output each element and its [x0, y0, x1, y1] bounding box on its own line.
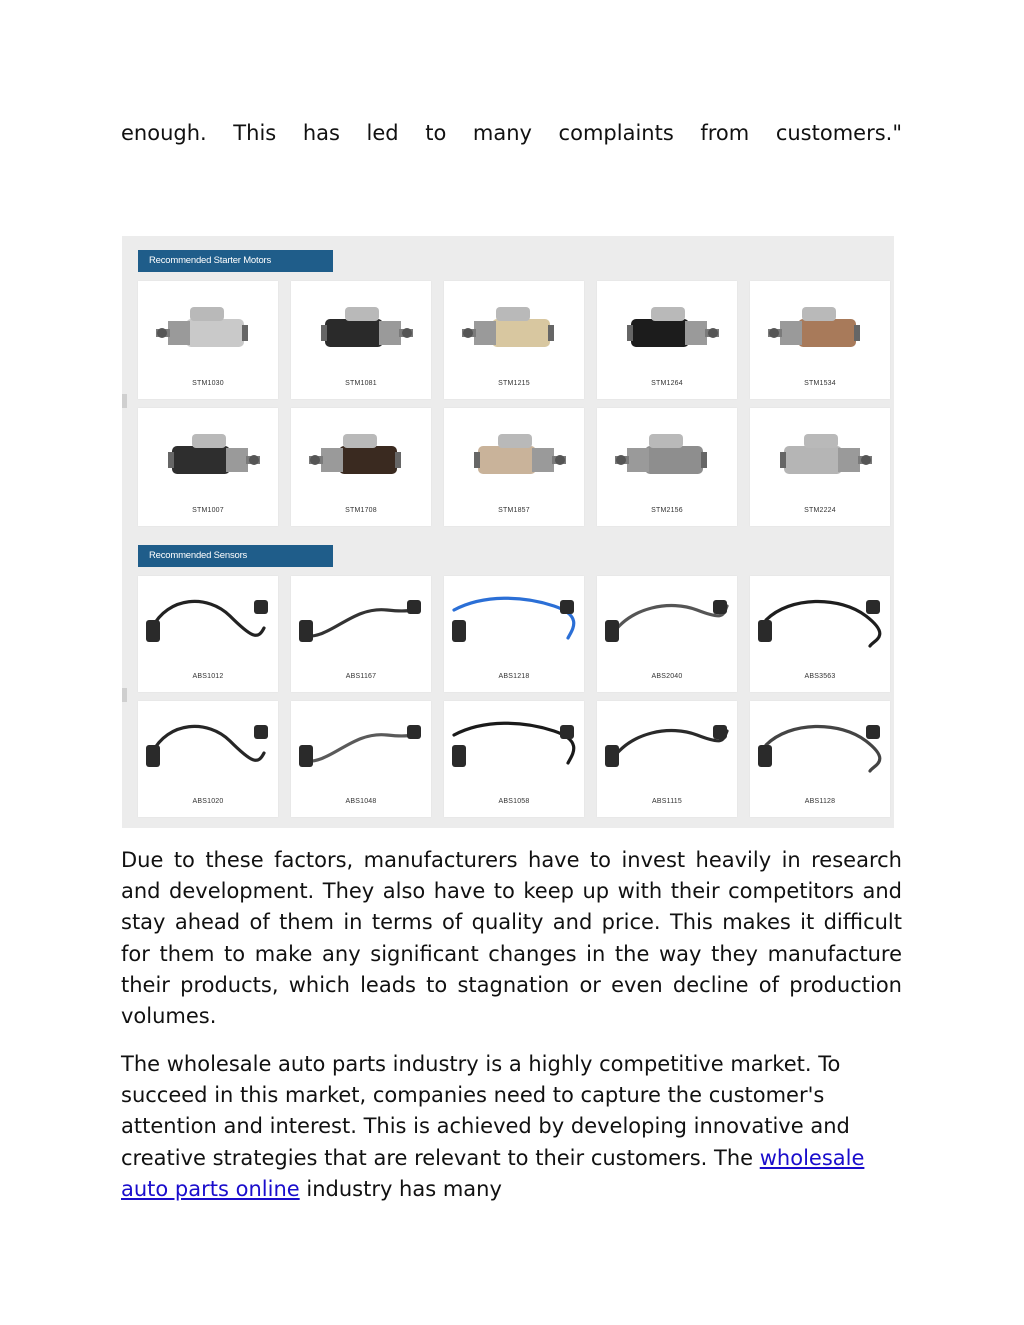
- product-card: [291, 408, 431, 526]
- abs-sensor-icon: [138, 576, 278, 668]
- product-sku: STM1030: [192, 380, 224, 387]
- product-sku: STM2156: [651, 507, 683, 514]
- product-card: [291, 576, 431, 692]
- product-sku: STM2224: [804, 507, 836, 514]
- starter-motor-icon: [291, 408, 431, 500]
- product-sku: STM1081: [345, 380, 377, 387]
- product-card: [138, 281, 278, 399]
- product-sku: ABS2040: [651, 673, 683, 680]
- abs-sensor-icon: [291, 576, 431, 668]
- starter-motors-grid: [138, 281, 888, 526]
- edge-mark: [122, 394, 127, 408]
- product-card: [444, 701, 584, 817]
- product-card: [597, 701, 737, 817]
- product-card: [138, 576, 278, 692]
- product-sku: ABS1167: [345, 673, 377, 680]
- product-sku: STM1857: [498, 507, 530, 514]
- product-card: [291, 281, 431, 399]
- product-card: [750, 408, 890, 526]
- product-sku: ABS3563: [804, 673, 836, 680]
- abs-sensor-icon: [291, 701, 431, 793]
- product-sku: ABS1020: [192, 798, 224, 805]
- starter-motor-icon: [750, 281, 890, 373]
- sensors-banner: Recommended Sensors: [138, 545, 333, 567]
- abs-sensor-icon: [597, 576, 737, 668]
- starter-motor-icon: [597, 281, 737, 373]
- product-card: [750, 281, 890, 399]
- starter-motor-icon: [138, 281, 278, 373]
- starter-motor-icon: [291, 281, 431, 373]
- paragraph-wholesale-tail: industry has many: [299, 1176, 502, 1201]
- starter-motor-icon: [444, 281, 584, 373]
- product-card: [750, 701, 890, 817]
- starter-motor-icon: [138, 408, 278, 500]
- paragraph-investment: Due to these factors, manufacturers have to invest heavily in research and development. They also have to keep up with their competitors and stay ahead of them in terms of quality and price. This makes it difficult for them to make any significant changes in the way they manufacture their products, which leads to stagnation or even decline of production volumes.: [121, 848, 902, 1029]
- abs-sensor-icon: [138, 701, 278, 793]
- product-card: [138, 701, 278, 817]
- product-sku: ABS1128: [804, 798, 836, 805]
- product-sku: ABS1012: [192, 673, 224, 680]
- abs-sensor-icon: [750, 576, 890, 668]
- wholesale-auto-parts-link[interactable]: wholesale auto parts online: [121, 1145, 865, 1201]
- product-card: [138, 408, 278, 526]
- abs-sensor-icon: [597, 701, 737, 793]
- top-line: enough. This has led to many complaints from customers.": [121, 121, 902, 145]
- product-card: [597, 408, 737, 526]
- starter-motor-icon: [750, 408, 890, 500]
- abs-sensor-icon: [750, 701, 890, 793]
- starter-motor-icon: [444, 408, 584, 500]
- product-sku: STM1264: [651, 380, 683, 387]
- product-sku: STM1007: [192, 507, 224, 514]
- product-sku: ABS1058: [498, 798, 530, 805]
- paragraph-wholesale-text: The wholesale auto parts industry is a highly competitive market. To succeed in this market, companies need to capture the customer's attention and interest. This is achieved by developing innovative and creative strategies that are relevant to their customers. The: [121, 1052, 850, 1170]
- starter-motor-icon: [597, 408, 737, 500]
- product-sku: ABS1048: [345, 798, 377, 805]
- product-card: [444, 281, 584, 399]
- edge-mark: [122, 688, 127, 702]
- sensors-grid: [138, 576, 888, 817]
- product-card: [597, 281, 737, 399]
- product-card: [291, 701, 431, 817]
- product-sku: ABS1218: [498, 673, 530, 680]
- abs-sensor-icon: [444, 576, 584, 668]
- product-sku: STM1708: [345, 507, 377, 514]
- product-card: [597, 576, 737, 692]
- product-card: [444, 576, 584, 692]
- product-card: [750, 576, 890, 692]
- parts-catalog-image: [122, 236, 894, 828]
- product-sku: ABS1115: [652, 798, 682, 805]
- abs-sensor-icon: [444, 701, 584, 793]
- product-sku: STM1534: [804, 380, 836, 387]
- product-card: [444, 408, 584, 526]
- product-sku: STM1215: [498, 380, 530, 387]
- starter-motors-banner: Recommended Starter Motors: [138, 250, 333, 272]
- paragraph-wholesale: [121, 1049, 902, 1205]
